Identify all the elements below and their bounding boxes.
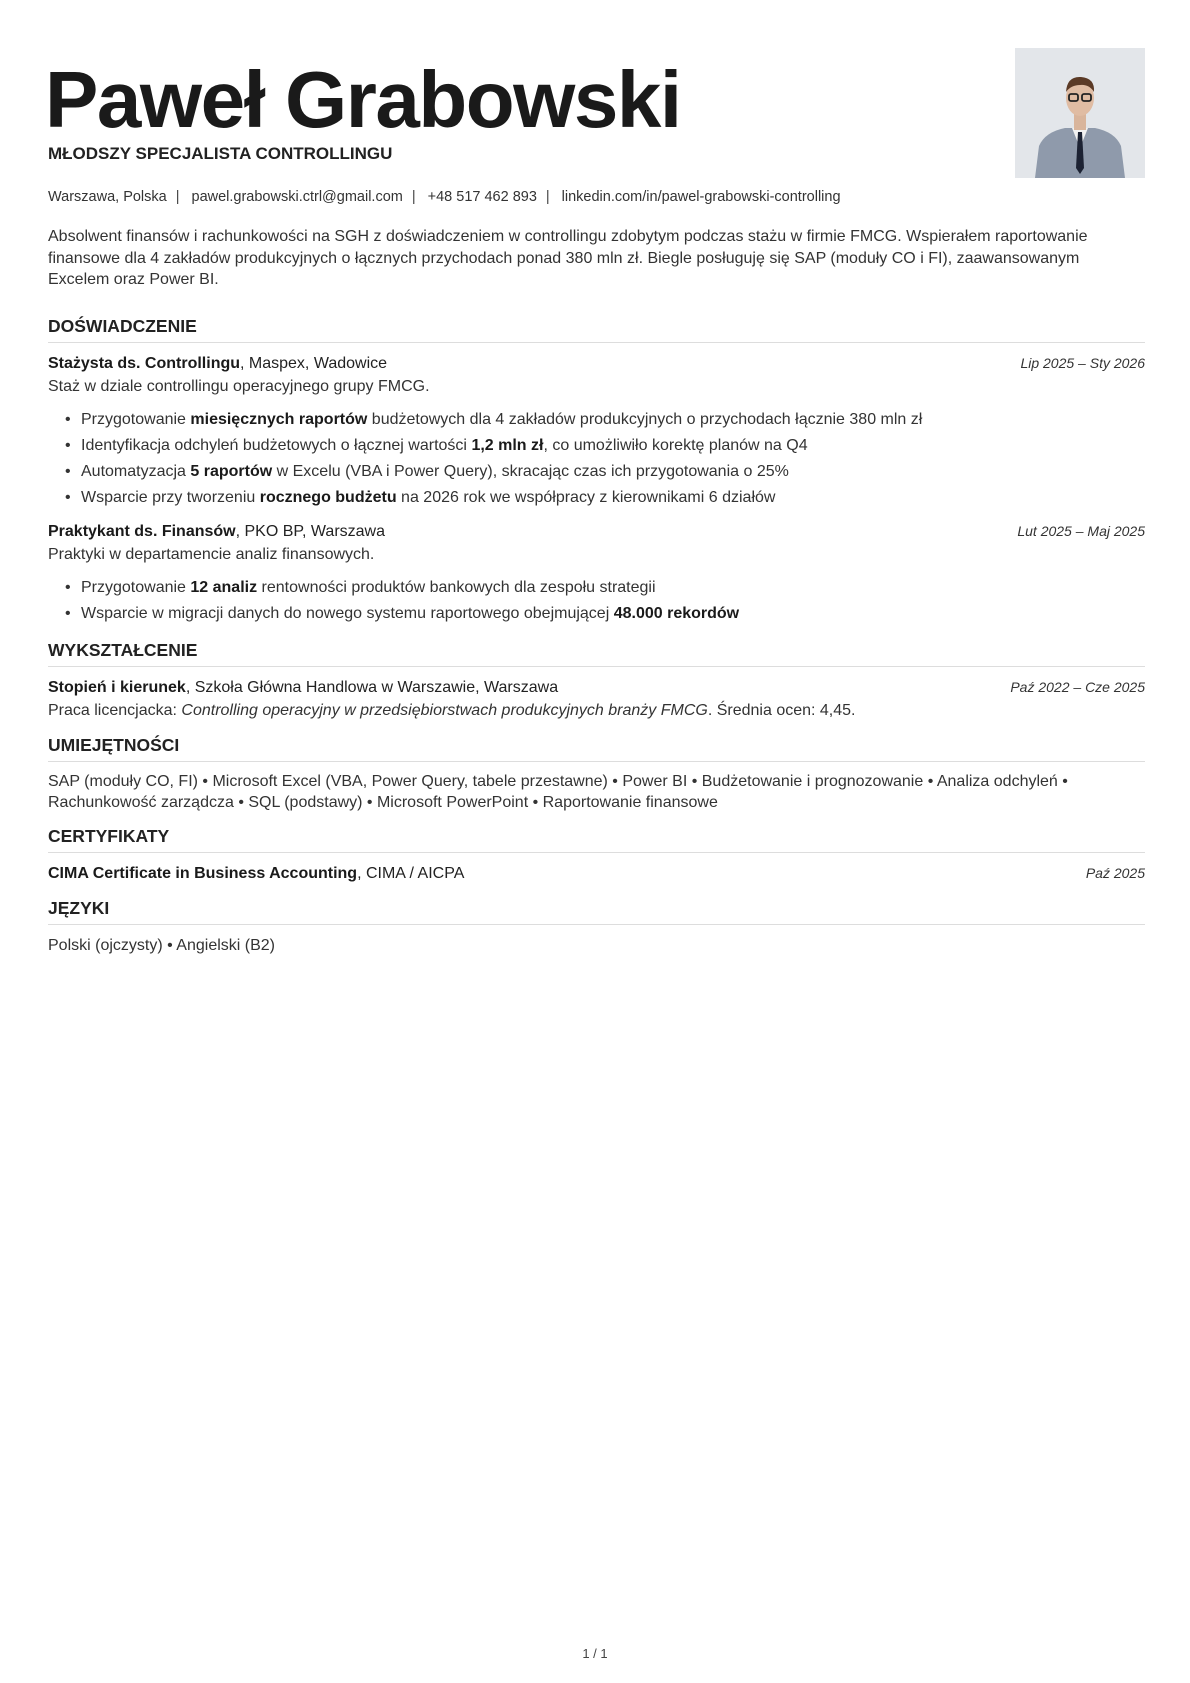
bullet-text: rentowności produktów bankowych dla zespołu strategii [257, 579, 656, 596]
section-heading: DOŚWIADCZENIE [48, 316, 1145, 343]
date-range: Lut 2025 – Maj 2025 [1017, 523, 1145, 539]
languages-section [48, 898, 1145, 957]
email-link[interactable]: pawel.grabowski.ctrl@gmail.com [191, 189, 403, 205]
section-heading: WYKSZTAŁCENIE [48, 640, 1145, 667]
gpa: . Średnia ocen: 4,45. [707, 702, 856, 719]
bullet-text: w Excelu (VBA i Power Query), skracając czas ich przygotowania o 25% [272, 463, 789, 480]
bullet-text: , co umożliwiło korektę planów na Q4 [543, 437, 808, 454]
bullet-highlight: 1,2 mln zł [471, 437, 544, 454]
certificates-section [48, 826, 1145, 885]
languages-list: Polski (ojczysty) • Angielski (B2) [48, 937, 275, 954]
job-entry [48, 520, 1145, 627]
date-range: Lip 2025 – Sty 2026 [1020, 355, 1145, 371]
phone[interactable]: +48 517 462 893 [427, 189, 537, 205]
section-heading: JĘZYKI [48, 898, 1145, 925]
degree: Stopień i kierunek [48, 679, 186, 696]
bullet-text: Wsparcie w migracji danych do nowego systemu raportowego obejmującej [81, 605, 614, 622]
job-entry [48, 352, 1145, 511]
bullet-text: Identyfikacja odchyleń budżetowych o łącznej wartości [81, 437, 472, 454]
date: Paź 2025 [1085, 865, 1145, 881]
school: , Szkoła Główna Handlowa w Warszawie, Warszawa [185, 679, 559, 696]
bullet-text: Automatyzacja [81, 463, 191, 480]
bullet-item [48, 407, 1145, 433]
contact-bar: Warszawa, Polska | pawel.grabowski.ctrl@gmail.com | +48 517 462 893 | linkedin.com/in/pawel-grabowski-controlling [48, 189, 841, 205]
job-org: , PKO BP, Warszawa [235, 523, 385, 540]
job-role: Stażysta ds. Controllingu [48, 355, 241, 372]
bullet-item [48, 601, 1145, 627]
section-heading: CERTYFIKATY [48, 826, 1145, 853]
job-role: Praktykant ds. Finansów [48, 523, 236, 540]
bullet-highlight: 5 raportów [190, 463, 273, 480]
bullet-text: na 2026 rok we współpracy z kierownikami 6 działów [396, 489, 776, 506]
location: Warszawa, Polska [48, 189, 167, 205]
job-title: MŁODSZY SPECJALISTA CONTROLLINGU [48, 144, 393, 163]
section-heading: UMIEJĘTNOŚCI [48, 735, 1145, 762]
linkedin-link[interactable]: linkedin.com/in/pawel-grabowski-controlling [561, 189, 841, 205]
profile-photo [1015, 48, 1145, 178]
bullet-item [48, 433, 1145, 459]
job-org: , Maspex, Wadowice [240, 355, 388, 372]
bullet-text: Przygotowanie [81, 411, 191, 428]
bullet-list [48, 407, 1145, 511]
skills-list: SAP (moduły CO, FI) • Microsoft Excel (VBA, Power Query, tabele przestawne) • Power BI • Budżetowanie i prognozowanie • Analiza odchyleń • Rachunkowość zarządcza • SQL (podstawy) • Microsoft PowerPoint • Raportowanie finansowe [48, 773, 1068, 811]
education-section [48, 640, 1145, 722]
bullet-text: Wsparcie przy tworzeniu [81, 489, 260, 506]
bullet-item [48, 459, 1145, 485]
certificate-org: , CIMA / AICPA [357, 865, 465, 882]
bullet-highlight: miesięcznych raportów [190, 411, 368, 428]
skills-section [48, 735, 1145, 813]
thesis-label: Praca licencjacka: [48, 702, 182, 719]
bullet-item [48, 485, 1145, 511]
thesis-title: Controlling operacyjny w przedsiębiorstwach produkcyjnych branży FMCG [181, 702, 708, 719]
bullet-item [48, 575, 1145, 601]
bullet-highlight: rocznego budżetu [259, 489, 397, 506]
bullet-text: budżetowych dla 4 zakładów produkcyjnych o przychodach łącznie 380 mln zł [367, 411, 923, 428]
bullet-highlight: 48.000 rekordów [613, 605, 740, 622]
date-range: Paź 2022 – Cze 2025 [1010, 679, 1145, 695]
bullet-text: Przygotowanie [81, 579, 191, 596]
page-number: 1 / 1 [582, 1646, 608, 1661]
summary: Absolwent finansów i rachunkowości na SGH z doświadczeniem w controllingu zdobytym podczas stażu w firmie FMCG. Wspierałem raportowanie finansowe dla 4 zakładów produkcyjnych o łącznych przychodach ponad 380 mln zł. Biegle posługuję się SAP (moduły CO i FI), zaawansowanym Excelem oraz Power BI. [48, 228, 1088, 288]
certificate-name: CIMA Certificate in Business Accounting [48, 865, 358, 882]
job-description: Praktyki w departamencie analiz finansowych. [48, 546, 375, 563]
candidate-name: Paweł Grabowski [45, 55, 681, 144]
bullet-list [48, 575, 1145, 627]
job-description: Staż w dziale controllingu operacyjnego grupy FMCG. [48, 378, 430, 395]
bullet-highlight: 12 analiz [190, 579, 258, 596]
experience-section [48, 316, 1145, 627]
